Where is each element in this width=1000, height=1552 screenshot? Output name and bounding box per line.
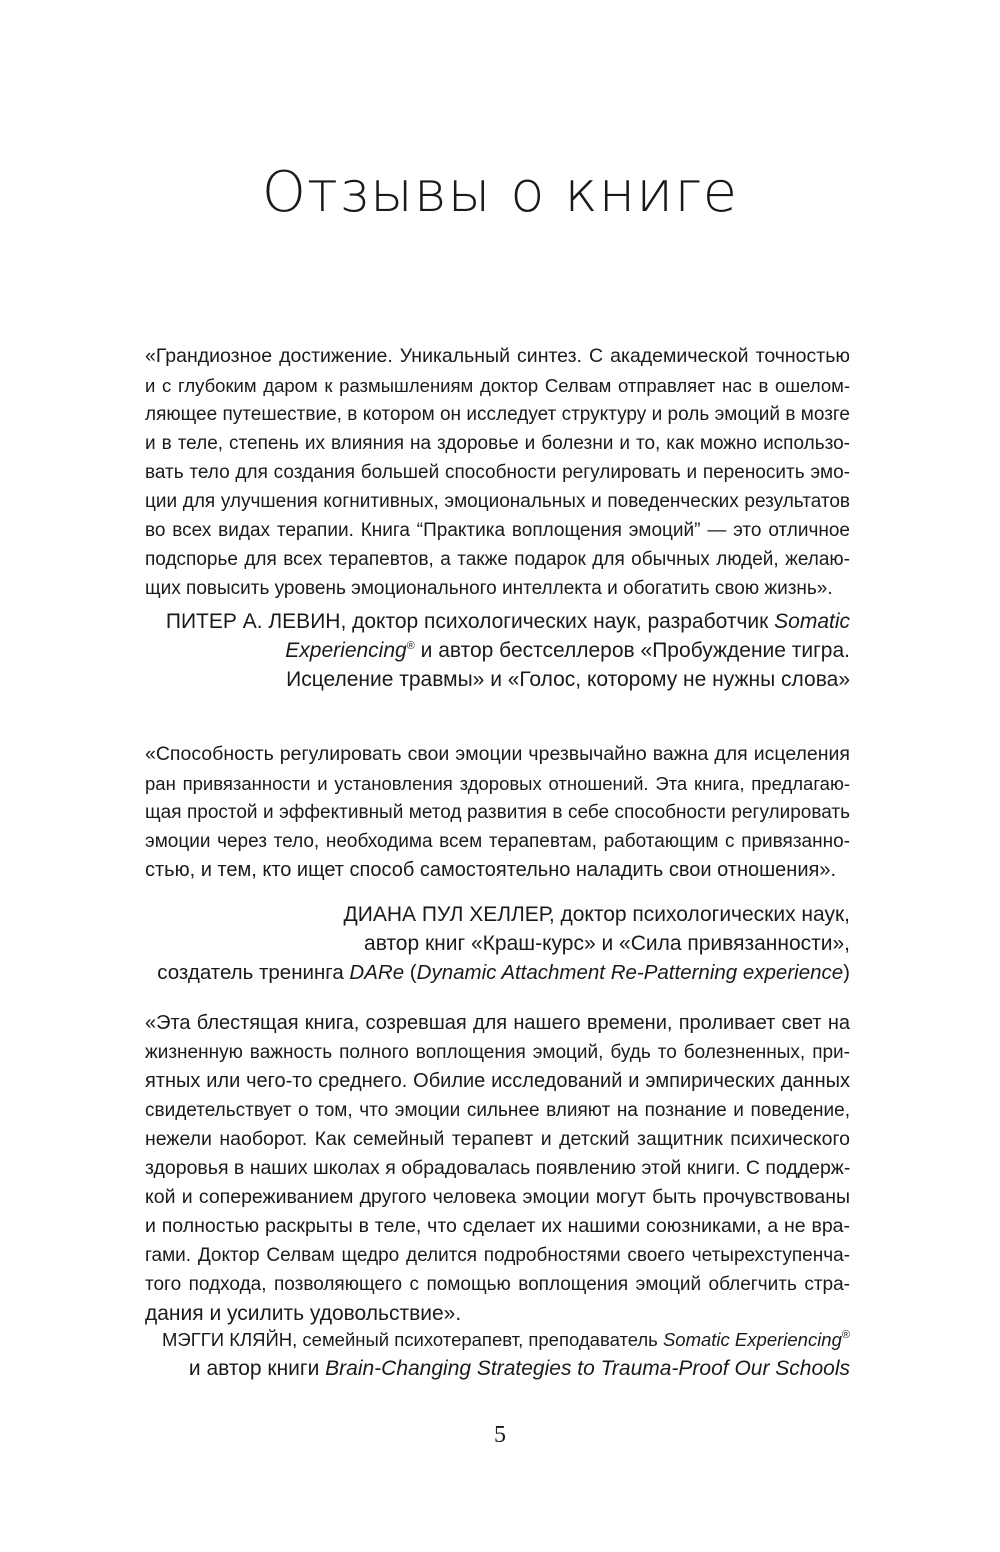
quote-line: гами. Доктор Селвам щедро делится подробностями своего четырехступенча- [145,1245,850,1266]
attribution-text: ) [843,961,850,984]
attribution-text: и автор бестселлеров «Пробуждение тигра. [414,639,850,662]
quote-line: жизненную важность полного воплощения эмоций, будь то болезненных, при- [145,1042,850,1063]
italic-term: Dynamic Attachment Re-Patterning experience [416,961,844,984]
quote-line: и в теле, степень их влияния на здоровье и болезни и то, как можно использо- [145,433,850,454]
review-3-quote [145,1009,850,1328]
quote-line: щих повысить уровень эмоционального интеллекта и обогатить свою жизнь». [145,578,833,599]
attribution-line: Исцеление травмы» и «Голос, которому не нужны слова» [286,668,850,691]
quote-line: «Грандиозное достижение. Уникальный синтез. С академической точностью [145,345,850,367]
quote-line: эмоции через тело, необходима всем терапевтам, работающим с привязанно- [145,831,850,852]
quote-line: подспорье для всех терапевтов, а также подарок для обычных людей, желаю- [145,549,850,570]
review-1 [145,342,850,603]
review-3 [145,1009,850,1328]
quote-line: вать тело для создания большей способности регулировать и переносить эмо- [145,462,850,483]
attribution-line [145,607,850,636]
attribution-line [145,1325,850,1354]
attribution-text: создатель тренинга [157,961,350,984]
quote-line: «Способность регулировать свои эмоции чрезвычайно важна для исцеления [145,743,850,765]
italic-term: Experiencing [285,639,407,662]
italic-term: Brain-Changing Strategies to Trauma-Proof Our Schools [325,1357,850,1380]
quote-line: ятных или чего-то среднего. Обилие исследований и эмпирических данных [145,1070,850,1092]
page-number: 5 [494,1422,506,1448]
quote-line: кой и сопереживанием другого человека эмоции могут быть прочувствованы [145,1186,850,1208]
italic-term: DARe [349,961,405,984]
quote-line: щая простой и эффективный метод развития в себе способности регулировать [145,802,850,823]
attribution-text: и автор книги [188,1357,326,1380]
quote-line: нежели наоборот. Как семейный терапевт и детский защитник психического [145,1128,850,1150]
review-2-attribution [145,900,850,987]
review-2-quote [145,740,850,885]
quote-line: свидетельствует о том, что эмоции сильнее влияют на познание и поведение, [145,1100,850,1121]
quote-line: и с глубоким даром к размышлениям доктор Селвам отправляет нас в ошелом- [145,375,850,396]
review-3-attribution [145,1325,850,1383]
review-1-attribution [145,607,850,694]
quote-line: ран привязанности и установления здоровых отношений. Эта книга, предлагаю- [145,773,850,794]
attribution-line [145,958,850,987]
attribution-line: автор книг «Краш-курс» и «Сила привязанности», [364,932,850,955]
quote-line: дания и усилить удовольствие». [145,1302,462,1325]
registered-mark: ® [841,1329,850,1341]
attribution-line [145,636,850,665]
italic-term: Somatic [774,610,850,633]
attribution-text: ( [404,961,417,984]
attribution-line: ДИАНА ПУЛ ХЕЛЛЕР, доктор психологических наук, [343,903,850,926]
quote-line: и полностью раскрыты в теле, что сделает их нашими союзниками, а не вра- [145,1215,850,1237]
quote-line: того подхода, позволяющего с помощью воплощения эмоций облегчить стра- [145,1274,850,1295]
quote-line: ции для улучшения когнитивных, эмоциональных и поведенческих результатов [145,491,850,512]
review-2 [145,740,850,885]
quote-line: ляющее путешествие, в котором он исследует структуру и роль эмоций в мозге [145,404,850,425]
attribution-line [145,1354,850,1383]
quote-line: «Эта блестящая книга, созревшая для нашего времени, проливает свет на [145,1012,850,1034]
author-name: ПИТЕР А. ЛЕВИН, доктор психологических наук, разработчик [165,610,775,633]
page-title: Отзывы о книге [261,160,739,225]
quote-line: здоровья в наших школах я обрадовалась появлению этой книги. С поддерж- [145,1157,851,1179]
quote-line: стью, и тем, кто ищет способ самостоятельно наладить свои отношения». [145,859,837,881]
italic-term: Somatic Experiencing [662,1329,842,1350]
author-name: МЭГГИ КЛЯЙН, семейный психотерапевт, преподаватель [162,1329,663,1350]
quote-line: во всех видах терапии. Книга “Практика воплощения эмоций” — это отличное [145,520,850,541]
registered-mark: ® [406,640,415,652]
review-1-quote [145,342,850,603]
